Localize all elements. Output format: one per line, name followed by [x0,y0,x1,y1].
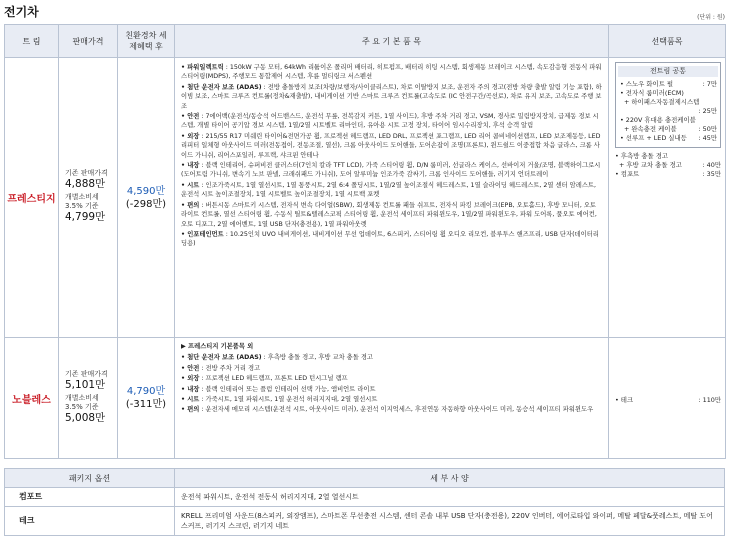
tax-basis: 3.5% 기준 [65,402,99,411]
package-detail: KRELL 프리미엄 사운드(8스피커, 외장앰프), 스마트폰 무선충전 시스템, 센터 콘솔 내부 USB 단자(충전용), 220V 인버터, 에어로타입 와이퍼, 메탈 페달&풋레스트, 메탈 도어 스커프, 러기지 스크린, 러기지 네트 [175,507,725,536]
trim-name: 프레스티지 [5,58,59,338]
feature-item: • 시트 : 인조가죽시트, 1열 열선시트, 1열 통풍시트, 2열 6:4 폴딩시트, 1열/2열 높이조절식 헤드레스트, 1열 슬라이딩 헤드레스트, 2열 센터 암레스트, 운전석 시트 높이조절장치, 1열 시트벨트 높이조절장치, 1열 시트백 포켓 [181,181,596,199]
feature-item: • 내장 : 블랙 인테리어, 슈퍼비전 클러스터(7인치 칼라 TFT LCD), 가죽 스티어링 휠, D/N 룸미러, 선글라스 케이스, 선바이저 거울/조명, 블랙하이그로시(도어트림 가니쉬, 변속기 노브 판넬, 크래쉬패드 가니쉬), 도어 알루미늄 인조가죽 감싸기, 크롬 인사이드 도어핸들, 러기지 언더트레이 [181,162,601,179]
base-price-label: 기존 판매가격 [65,369,108,378]
header-benefit: 친환경차 세제혜택 후 [118,25,175,58]
after-price: 4,590만 [126,185,166,197]
header-package: 패키지 옵션 [5,469,175,488]
header-features: 주 요 기 본 품 목 [175,25,609,58]
tax-label: 개별소비세 [65,193,99,201]
features-cell [175,338,609,459]
package-row [5,488,725,507]
header-price: 판매가격 [59,25,118,58]
price-cell [59,58,118,338]
common-options-box [615,62,721,148]
base-price-label: 기존 판매가격 [65,169,108,177]
feature-item: • 첨단 운전자 보조 (ADAS) : 전방 충돌방지 보조(차량/보행자/사이클리스트), 차로 이탈방지 보조, 운전자 주의 경고(전방 차량 출발 알림 기능 포함), 하이빔 보조, 스마트 크루즈 컨트롤(정차&재출발), 내비게이션 기반 스마트 크루즈 컨트롤(고속도로 (IC 안전구간/곡선로), 차로 유지 보조, 고속도로 주행 보조 [181,83,602,110]
feature-item: • 파워일렉트릭 : 150kW 구동 모터, 64kWh 리튬이온 폴리머 배터리, 히트펌프, 배터리 히팅 시스템, 회생제동 브레이크 시스템, 속도감응형 전동식 파워 스티어링(MDPS), 주행모드 통합제어 시스템, 후륜 멀티링크 서스펜션 [181,64,602,81]
benefit-cell [118,338,175,459]
feature-item: • 인포테인먼트 : 10.25인치 UVO 내비게이션, 내비게이션 무선 업데이트, 6스피커, 스티어링 휠 오디오 리모컨, 블루투스 핸즈프리, USB 단자(데이터리딩용) [181,230,599,248]
feature-item: • 외장 : 프로젝션 LED 헤드램프, 프론트 LED 턴시그널 램프 [181,375,348,383]
option-item: • 후측방 충돌 경고 [615,152,669,160]
base-price: 4,888만 [65,178,106,190]
feature-item: • 외장 : 215/55 R17 미쉐린 타이어&전면가공 휠, 프로젝션 헤드램프, LED DRL, 프로젝션 포그램프, LED 리어 콤비네이션램프, LED 보조제동등, LED 리피터 일체형 아웃사이드 미러(전동접이, 전동조절, 열선), 크롬 아웃사이드 도어핸들, 도어손잡이 조명(프론트), 윈드쉴드 이중접합 차음 글라스, 크롬 사이드 가니쉬, 리어스포일러, 루프랙, 샤크핀 안테나 [181,132,601,159]
trim-name: 노블레스 [5,338,59,459]
option-item: • 선루프 + LED 실내등 : 45만 [620,134,717,142]
tax-label: 개별소비세 [65,393,99,402]
discount: (-298만) [125,198,167,210]
header-options: 선택품목 [609,25,726,58]
common-options-title: 전트림 공통 [618,66,718,77]
features-head: ▶ 프레스티지 기본품목 외 [181,343,254,350]
after-price: 4,790만 [126,386,166,397]
features-cell [175,58,609,338]
page-title: 전기차 [4,5,39,19]
feature-item: • 안전 : 전방 주차 거리 경고 [181,364,261,372]
options-cell [609,58,726,338]
feature-item: • 안전 : 7에어백(운전석/동승석 어드밴스드, 운전석 무릎, 전복감지 커튼, 1열 사이드), 후방 주차 거리 경고, VSM, 경사로 밀림방지장치, 급제동 경보 시스템, 개별 타이어 공기압 경보 시스템, 1열/2열 시트벨트 리마인더, 유아용 시트 고정 장치, 타이어 임시수리장치, 후석 승객 알림 [181,113,599,130]
feature-item: • 시트 : 가죽시트, 1열 파워시트, 1열 운전석 허리지지대, 2열 열선시트 [181,396,378,404]
feature-item: • 편의 : 운전자세 메모리 시스템(운전석 시트, 아웃사이드 미러), 운전석 이지억세스, 후진연동 자동하향 아웃사이드 미러, 동승석 세이프티 파워윈도우 [181,406,594,414]
feature-item: • 내장 : 블랙 인테리어 또는 플럼 인테리어 선택 가능, 앰비언트 라이트 [181,385,376,393]
tax-price: 4,799만 [65,211,106,223]
header-trim: 트 림 [5,25,59,58]
price-table [4,24,726,459]
package-name: 컴포트 [5,488,175,507]
option-item: • 컴포트 : 35만 [615,170,721,178]
package-table [4,468,725,536]
option-item: + 하이패스자동결제시스템 [624,98,700,106]
option-item: : 25만 [698,107,717,115]
tax-price: 5,008만 [65,411,106,424]
feature-item: • 첨단 운전자 보조 (ADAS) : 후측방 충돌 경고, 후방 교차 충돌 경고 [181,354,374,362]
option-item: • 테크 : 110만 [615,395,721,404]
option-item: + 완속충전 케이블 : 50만 [624,125,717,133]
trim-row-prestige [5,58,726,338]
option-item: • 220V 휴대용 충전케이블 [620,116,696,124]
price-cell [59,338,118,459]
package-detail: 운전석 파워시트, 운전석 전동식 허리지지대, 2열 열선시트 [175,488,725,507]
feature-item: • 편의 : 버튼시동 스마트키 시스템, 전자식 변속 다이얼(SBW), 회생제동 컨트롤 패들 쉬프트, 전자식 파킹 브레이크(EPB, 오토홀드), 후방 모니터, 오토 라이트 컨트롤, 열선 스티어링 휠, 수동식 틸트&텔레스코픽 스티어링 휠, 운전석 세이프티 파워윈도우, 1열/2열 파워윈도우, 파워 도어록, 풀오토 에어컨, 오토 디포그, 2열 에어벤트, 1열 USB 단자(충전용), 1열 파워아웃렛 [181,201,597,228]
package-row [5,507,725,536]
options-cell [609,338,726,459]
package-name: 테크 [5,507,175,536]
option-item: + 후방 교차 충돌 경고 : 40만 [619,161,721,169]
option-item: • 전자식 룸미러(ECM) [620,89,684,97]
header-detail: 세 부 사 양 [175,469,725,488]
discount: (-311만) [125,399,167,410]
trim-row-noblesse [5,338,726,459]
base-price: 5,101만 [65,378,106,391]
option-item: • 스노우 화이트 펄 : 7만 [620,80,717,88]
tax-basis: 3.5% 기준 [65,202,99,210]
unit-note: (단위 : 원) [697,14,725,21]
benefit-cell [118,58,175,338]
